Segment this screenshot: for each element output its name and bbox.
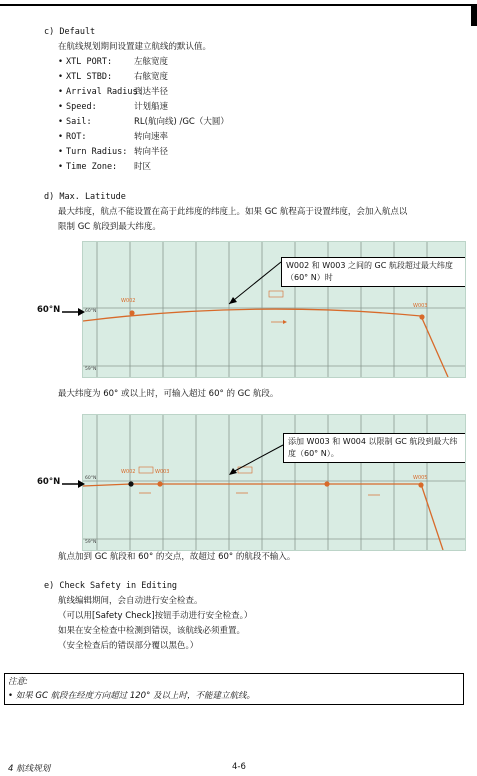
fig1-grid-lat-bottom: 59°N <box>85 367 97 372</box>
item-key: Turn Radius: <box>66 147 128 157</box>
section-c-item <box>58 131 168 143</box>
bullet-icon: • <box>58 117 64 127</box>
note-title: 注意: <box>8 677 28 687</box>
section-e-heading: e) Check Safety in Editing <box>44 581 178 591</box>
bullet-icon: • <box>58 72 64 82</box>
section-c-item <box>58 161 151 173</box>
section-c-item <box>58 101 168 113</box>
item-value: 左舷宽度 <box>134 57 169 67</box>
bullet-icon: • <box>58 162 64 172</box>
section-c-intro: 在航线规划期间设置建立航线的默认值。 <box>58 42 212 52</box>
bullet-icon: • <box>58 147 64 157</box>
fig2-lat-label: 60°N <box>37 477 61 487</box>
item-key: Arrival Radius: <box>66 87 143 97</box>
section-c-item <box>58 146 168 158</box>
section-d-para-line2: 限制 GC 航段到最大纬度。 <box>58 222 161 232</box>
fig2-grid-lat-bottom: 59°N <box>85 540 97 545</box>
item-key: Sail: <box>66 117 92 127</box>
fig2-tag-w005: W005 <box>413 475 428 481</box>
fig1-tag-w003: W003 <box>413 303 428 309</box>
note-text: • 如果 GC 航段在经度方向超过 120° 及以上时，不能建立航线。 <box>8 691 256 701</box>
bullet-icon: • <box>58 57 64 67</box>
section-c-heading: c) Default <box>44 27 96 37</box>
fig2-tag-w002: W002 <box>121 469 136 475</box>
top-rule <box>0 4 477 6</box>
footer-chapter: 4 航线规划 <box>8 764 51 774</box>
item-key: XTL STBD: <box>66 72 113 82</box>
section-d-heading: d) Max. Latitude <box>44 192 126 202</box>
fig1-arrow-icon <box>62 307 86 317</box>
section-e-line-4: （安全检查后的错误部分覆以黑色。） <box>58 641 199 651</box>
fig1-lat-label: 60°N <box>37 305 61 315</box>
map-figure-1 <box>82 241 466 378</box>
item-key: Speed: <box>66 102 97 112</box>
item-key: Time Zone: <box>66 162 118 172</box>
map-figure-2 <box>82 414 466 551</box>
item-value: 转向速率 <box>134 132 169 142</box>
caption-2: 航点加到 GC 航段和 60° 的交点，故超过 60° 的航段不输入。 <box>58 552 296 562</box>
section-c-item <box>58 56 168 68</box>
item-value: 到达半径 <box>134 87 169 97</box>
fig1-grid-lat-top: 60°N <box>85 309 97 314</box>
section-c-item <box>58 71 168 83</box>
section-e-line-1: 航线编辑期间，会自动进行安全检查。 <box>58 596 203 606</box>
bullet-icon: • <box>58 102 64 112</box>
fig1-tag-w002: W002 <box>121 298 136 304</box>
section-d-para-line1: 最大纬度，航点不能设置在高于此纬度的纬度上。如果 GC 航程高于设置纬度，会加入航点以 <box>58 207 408 217</box>
fig2-callout: 添加 W003 和 W004 以限制 GC 航段到最大纬度（60° N）。 <box>283 433 466 463</box>
section-e-line-3: 如果在安全检查中检测到错误，该航线必须重置。 <box>58 626 246 636</box>
fig2-grid-lat-top: 60°N <box>85 476 97 481</box>
fig2-tag-w003: W003 <box>155 469 170 475</box>
item-key: XTL PORT: <box>66 57 113 67</box>
note-box <box>4 673 464 705</box>
section-c-item <box>58 116 229 128</box>
fig2-arrow-icon <box>62 479 86 489</box>
fig1-callout: W002 和 W003 之间的 GC 航段超过最大纬度（60° N）时 <box>281 257 466 287</box>
item-value: 右舷宽度 <box>134 72 169 82</box>
item-value: 时区 <box>134 162 152 172</box>
footer-page-number: 4-6 <box>232 762 246 772</box>
item-value: RL(航向线) /GC（大圆） <box>134 117 229 127</box>
caption-1: 最大纬度为 60° 或以上时，可输入超过 60° 的 GC 航段。 <box>58 389 279 399</box>
section-c-item <box>58 86 168 98</box>
item-value: 计划船速 <box>134 102 169 112</box>
item-key: ROT: <box>66 132 87 142</box>
bullet-icon: • <box>58 132 64 142</box>
item-value: 转向半径 <box>134 147 169 157</box>
bullet-icon: • <box>58 87 64 97</box>
top-right-tab <box>471 4 477 26</box>
section-e-line-2: （可以用[Safety Check]按钮手动进行安全检查。） <box>58 611 253 621</box>
